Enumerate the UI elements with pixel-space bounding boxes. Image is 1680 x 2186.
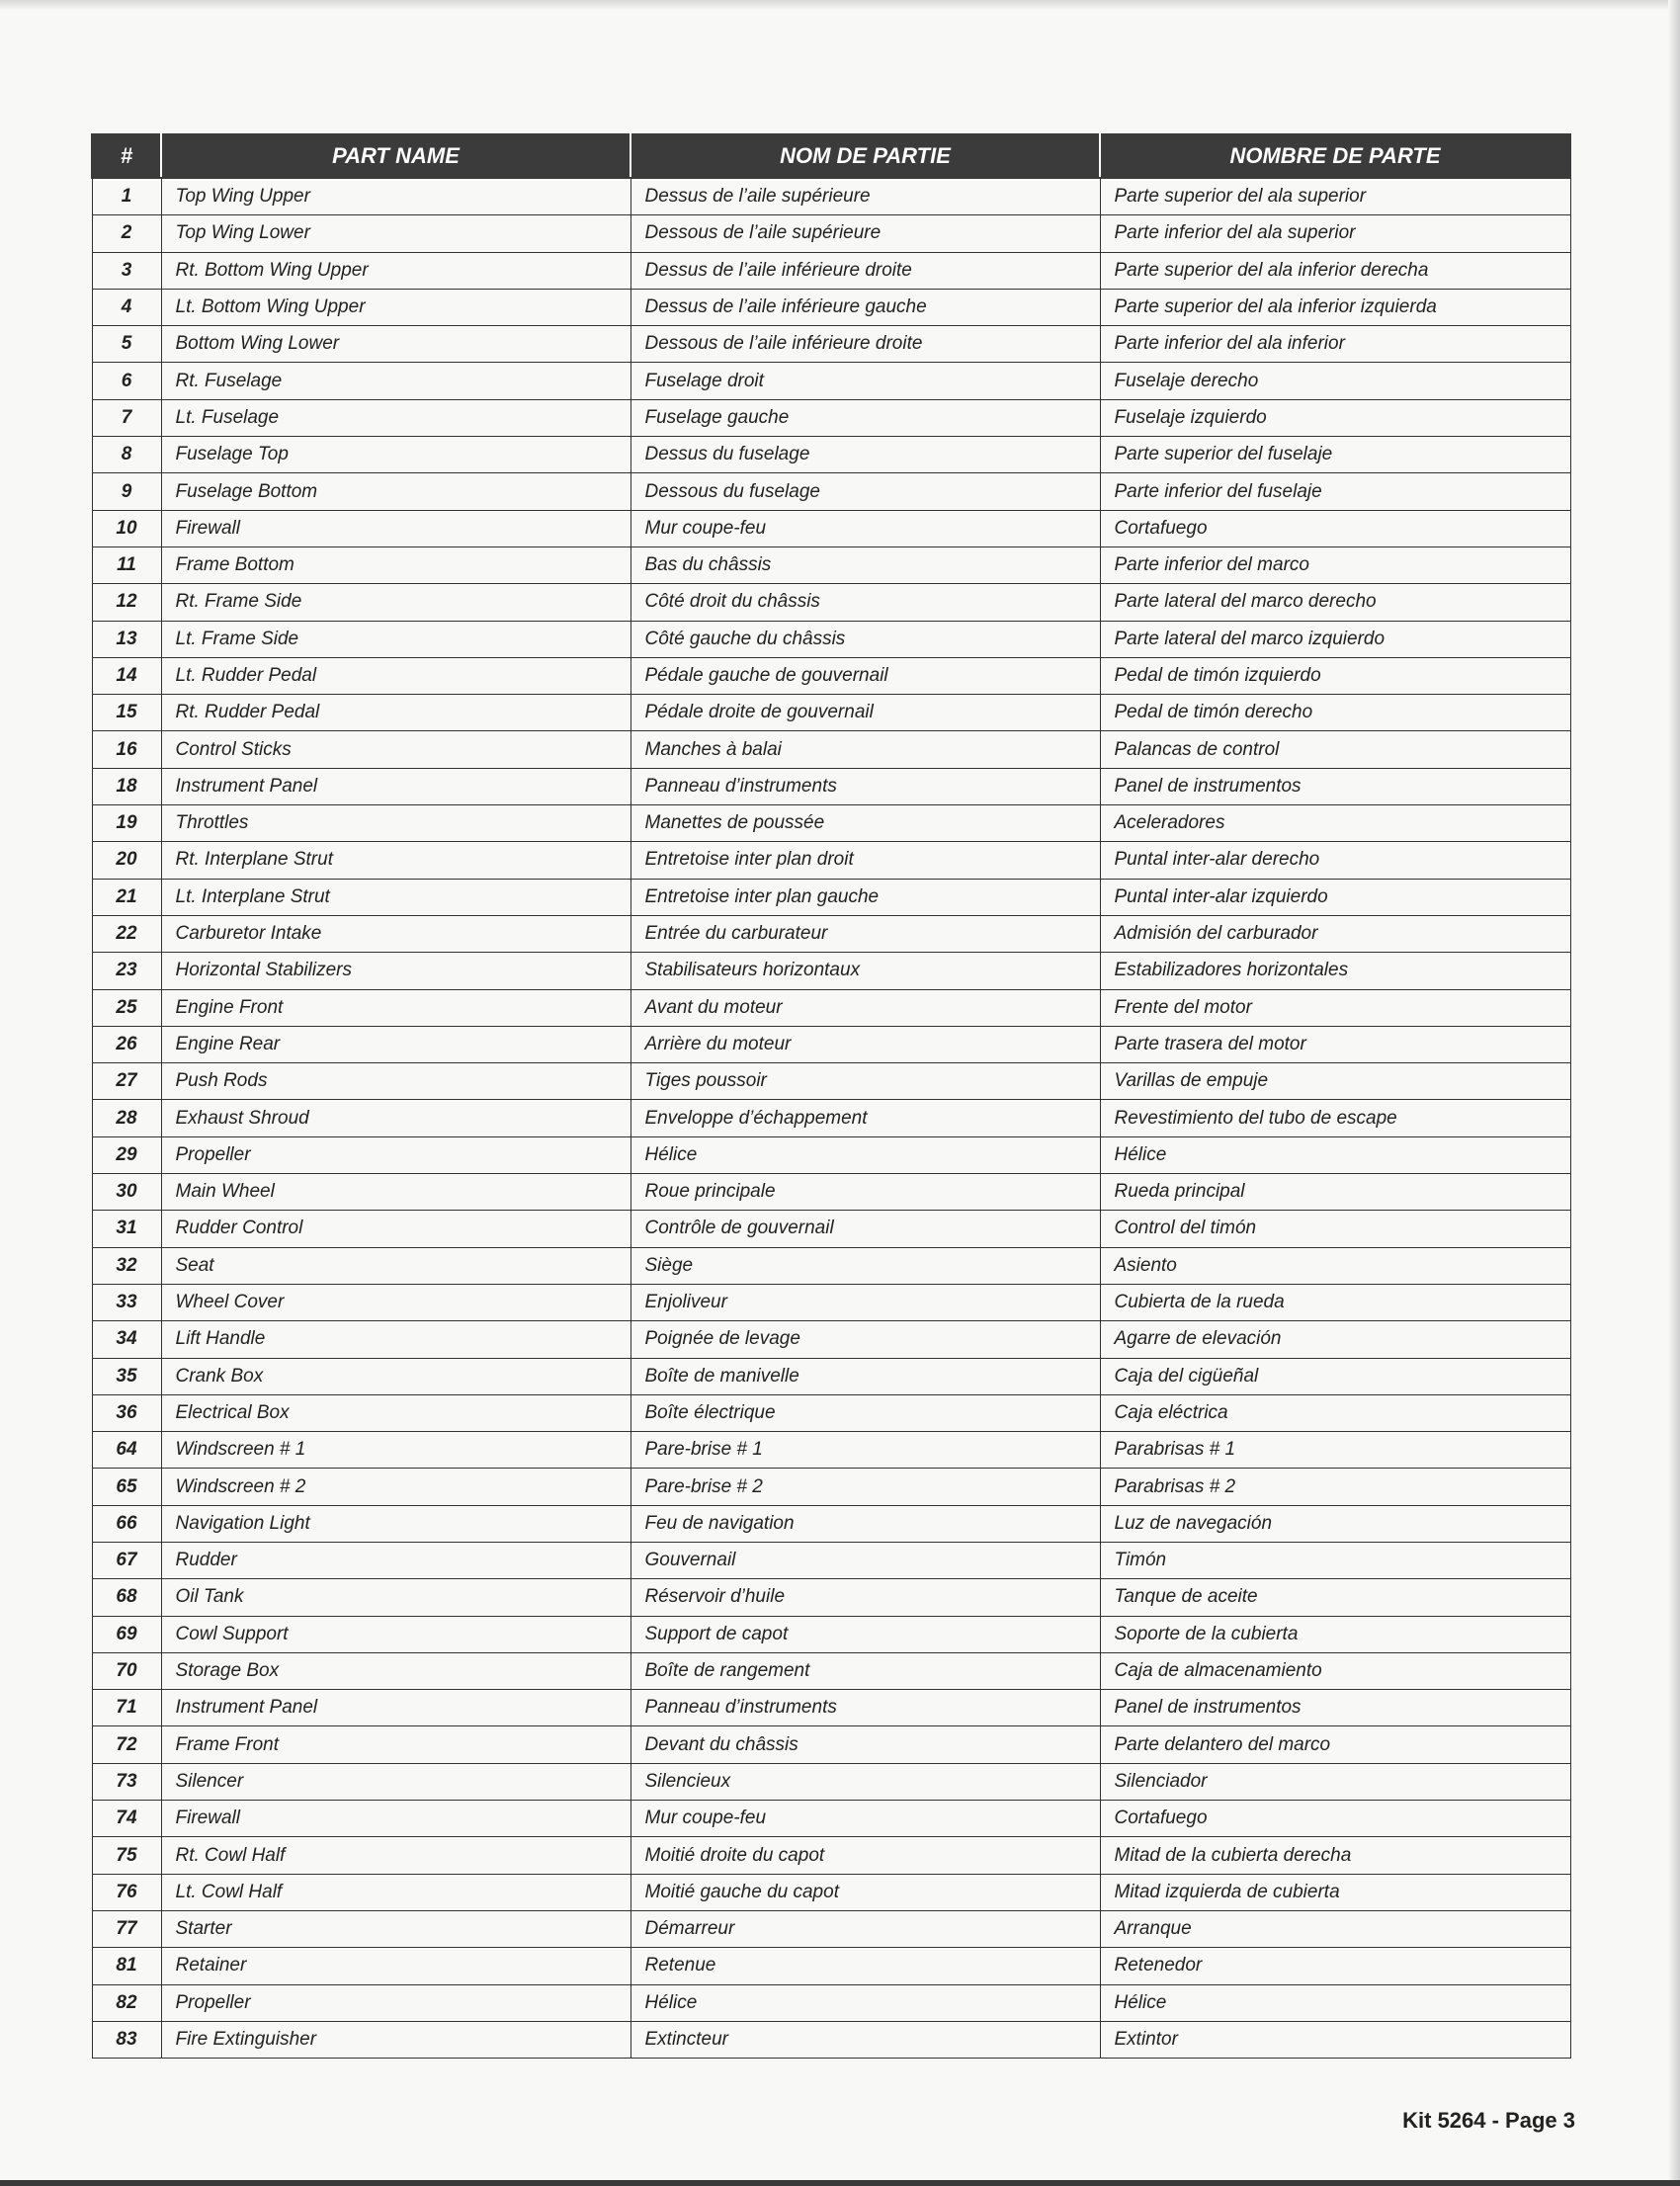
part-name-es: Parte delantero del marco bbox=[1100, 1726, 1570, 1763]
part-name-es: Retenedor bbox=[1100, 1948, 1570, 1984]
part-name-fr: Boîte électrique bbox=[630, 1394, 1100, 1431]
table-row bbox=[92, 2021, 1570, 2058]
page-right-edge bbox=[1668, 0, 1680, 2186]
table-row bbox=[92, 1801, 1570, 1837]
table-row bbox=[92, 1174, 1570, 1211]
part-number: 35 bbox=[92, 1358, 161, 1394]
part-name-fr: Démarreur bbox=[630, 1910, 1100, 1947]
part-name-fr: Dessous de l’aile inférieure droite bbox=[630, 326, 1100, 363]
part-name-fr: Silencieux bbox=[630, 1763, 1100, 1800]
table-row bbox=[92, 1984, 1570, 2021]
part-name-fr: Dessous de l’aile supérieure bbox=[630, 215, 1100, 252]
page-bottom-edge bbox=[0, 2180, 1680, 2186]
table-row bbox=[92, 1726, 1570, 1763]
part-name-en: Propeller bbox=[161, 1136, 630, 1173]
part-name-es: Mitad de la cubierta derecha bbox=[1100, 1837, 1570, 1874]
part-number: 23 bbox=[92, 953, 161, 989]
part-number: 9 bbox=[92, 473, 161, 510]
part-name-es: Parte superior del ala inferior izquierda bbox=[1100, 289, 1570, 325]
part-name-es: Silenciador bbox=[1100, 1763, 1570, 1800]
part-name-fr: Gouvernail bbox=[630, 1542, 1100, 1578]
part-name-es: Parabrisas # 1 bbox=[1100, 1432, 1570, 1469]
part-name-en: Frame Front bbox=[161, 1726, 630, 1763]
part-number: 27 bbox=[92, 1063, 161, 1100]
table-row bbox=[92, 1948, 1570, 1984]
table-row bbox=[92, 989, 1570, 1026]
part-name-es: Varillas de empuje bbox=[1100, 1063, 1570, 1100]
part-name-en: Fuselage Bottom bbox=[161, 473, 630, 510]
part-number: 73 bbox=[92, 1763, 161, 1800]
header-part-name: PART NAME bbox=[161, 134, 630, 178]
table-row bbox=[92, 842, 1570, 879]
part-name-en: Propeller bbox=[161, 1984, 630, 2021]
part-number: 1 bbox=[92, 178, 161, 215]
part-name-en: Oil Tank bbox=[161, 1579, 630, 1616]
part-name-es: Parte trasera del motor bbox=[1100, 1026, 1570, 1062]
part-number: 32 bbox=[92, 1247, 161, 1284]
table-row bbox=[92, 546, 1570, 583]
part-name-es: Parabrisas # 2 bbox=[1100, 1469, 1570, 1505]
part-name-fr: Fuselage gauche bbox=[630, 399, 1100, 436]
part-name-en: Engine Front bbox=[161, 989, 630, 1026]
table-row bbox=[92, 289, 1570, 325]
table-row bbox=[92, 510, 1570, 546]
table-row bbox=[92, 399, 1570, 436]
table-row bbox=[92, 1321, 1570, 1358]
part-name-es: Cortafuego bbox=[1100, 1801, 1570, 1837]
part-name-fr: Pédale gauche de gouvernail bbox=[630, 657, 1100, 694]
part-name-es: Hélice bbox=[1100, 1136, 1570, 1173]
part-name-fr: Mur coupe-feu bbox=[630, 510, 1100, 546]
part-number: 68 bbox=[92, 1579, 161, 1616]
part-name-es: Revestimiento del tubo de escape bbox=[1100, 1100, 1570, 1136]
part-number: 3 bbox=[92, 252, 161, 289]
part-name-en: Push Rods bbox=[161, 1063, 630, 1100]
part-name-en: Silencer bbox=[161, 1763, 630, 1800]
part-number: 16 bbox=[92, 731, 161, 768]
part-number: 20 bbox=[92, 842, 161, 879]
table-row bbox=[92, 1910, 1570, 1947]
part-name-es: Cubierta de la rueda bbox=[1100, 1284, 1570, 1320]
part-number: 7 bbox=[92, 399, 161, 436]
part-number: 30 bbox=[92, 1174, 161, 1211]
part-name-en: Throttles bbox=[161, 805, 630, 842]
part-name-es: Caja de almacenamiento bbox=[1100, 1652, 1570, 1689]
part-name-en: Carburetor Intake bbox=[161, 915, 630, 952]
part-number: 15 bbox=[92, 695, 161, 731]
part-name-en: Windscreen # 1 bbox=[161, 1432, 630, 1469]
table-row bbox=[92, 1690, 1570, 1726]
part-number: 12 bbox=[92, 584, 161, 621]
part-name-fr: Entrée du carburateur bbox=[630, 915, 1100, 952]
table-row bbox=[92, 1358, 1570, 1394]
part-name-en: Crank Box bbox=[161, 1358, 630, 1394]
part-name-fr: Manches à balai bbox=[630, 731, 1100, 768]
part-number: 74 bbox=[92, 1801, 161, 1837]
part-number: 77 bbox=[92, 1910, 161, 1947]
table-row bbox=[92, 584, 1570, 621]
part-name-es: Extintor bbox=[1100, 2021, 1570, 2058]
part-name-fr: Côté gauche du châssis bbox=[630, 621, 1100, 657]
part-name-fr: Contrôle de gouvernail bbox=[630, 1211, 1100, 1247]
part-name-en: Storage Box bbox=[161, 1652, 630, 1689]
part-name-es: Parte superior del ala inferior derecha bbox=[1100, 252, 1570, 289]
part-name-fr: Dessus de l’aile inférieure gauche bbox=[630, 289, 1100, 325]
part-name-en: Firewall bbox=[161, 1801, 630, 1837]
part-number: 76 bbox=[92, 1874, 161, 1910]
part-name-fr: Support de capot bbox=[630, 1616, 1100, 1652]
part-name-fr: Devant du châssis bbox=[630, 1726, 1100, 1763]
part-name-fr: Réservoir d’huile bbox=[630, 1579, 1100, 1616]
table-row bbox=[92, 178, 1570, 215]
part-number: 33 bbox=[92, 1284, 161, 1320]
part-name-fr: Tiges poussoir bbox=[630, 1063, 1100, 1100]
table-row bbox=[92, 621, 1570, 657]
part-name-es: Asiento bbox=[1100, 1247, 1570, 1284]
part-name-fr: Pare-brise # 1 bbox=[630, 1432, 1100, 1469]
table-row bbox=[92, 805, 1570, 842]
table-row bbox=[92, 695, 1570, 731]
part-name-en: Rt. Interplane Strut bbox=[161, 842, 630, 879]
part-name-en: Rudder bbox=[161, 1542, 630, 1578]
part-name-es: Pedal de timón derecho bbox=[1100, 695, 1570, 731]
part-name-en: Exhaust Shroud bbox=[161, 1100, 630, 1136]
part-name-en: Frame Bottom bbox=[161, 546, 630, 583]
part-name-es: Puntal inter-alar derecho bbox=[1100, 842, 1570, 879]
part-name-fr: Pédale droite de gouvernail bbox=[630, 695, 1100, 731]
part-name-fr: Feu de navigation bbox=[630, 1505, 1100, 1542]
header-number: # bbox=[92, 134, 161, 178]
part-name-es: Parte inferior del ala superior bbox=[1100, 215, 1570, 252]
part-name-fr: Retenue bbox=[630, 1948, 1100, 1984]
part-name-fr: Entretoise inter plan gauche bbox=[630, 879, 1100, 915]
part-name-en: Fuselage Top bbox=[161, 437, 630, 473]
part-name-es: Parte inferior del marco bbox=[1100, 546, 1570, 583]
table-row bbox=[92, 1211, 1570, 1247]
part-number: 28 bbox=[92, 1100, 161, 1136]
part-name-fr: Boîte de rangement bbox=[630, 1652, 1100, 1689]
table-row bbox=[92, 1837, 1570, 1874]
part-name-fr: Moitié droite du capot bbox=[630, 1837, 1100, 1874]
part-name-en: Rt. Fuselage bbox=[161, 363, 630, 399]
part-name-es: Admisión del carburador bbox=[1100, 915, 1570, 952]
header-nombre-de-parte: NOMBRE DE PARTE bbox=[1100, 134, 1570, 178]
table-row bbox=[92, 1394, 1570, 1431]
table-row bbox=[92, 953, 1570, 989]
table-row bbox=[92, 768, 1570, 804]
table-row bbox=[92, 1616, 1570, 1652]
part-name-en: Lt. Fuselage bbox=[161, 399, 630, 436]
part-name-fr: Roue principale bbox=[630, 1174, 1100, 1211]
table-row bbox=[92, 1063, 1570, 1100]
part-name-en: Instrument Panel bbox=[161, 1690, 630, 1726]
part-number: 18 bbox=[92, 768, 161, 804]
table-row bbox=[92, 1284, 1570, 1320]
table-header-row bbox=[92, 134, 1570, 178]
part-name-es: Puntal inter-alar izquierdo bbox=[1100, 879, 1570, 915]
table-row bbox=[92, 657, 1570, 694]
table-row bbox=[92, 1469, 1570, 1505]
part-name-fr: Hélice bbox=[630, 1984, 1100, 2021]
part-name-en: Rudder Control bbox=[161, 1211, 630, 1247]
part-name-fr: Arrière du moteur bbox=[630, 1026, 1100, 1062]
part-name-fr: Panneau d’instruments bbox=[630, 768, 1100, 804]
part-number: 11 bbox=[92, 546, 161, 583]
part-number: 82 bbox=[92, 1984, 161, 2021]
part-number: 8 bbox=[92, 437, 161, 473]
part-name-es: Luz de navegación bbox=[1100, 1505, 1570, 1542]
part-number: 69 bbox=[92, 1616, 161, 1652]
part-name-fr: Dessus de l’aile inférieure droite bbox=[630, 252, 1100, 289]
part-name-es: Fuselaje derecho bbox=[1100, 363, 1570, 399]
part-name-fr: Boîte de manivelle bbox=[630, 1358, 1100, 1394]
part-name-es: Fuselaje izquierdo bbox=[1100, 399, 1570, 436]
page-footer: Kit 5264 - Page 3 bbox=[1402, 2108, 1575, 2133]
part-name-en: Starter bbox=[161, 1910, 630, 1947]
part-name-en: Instrument Panel bbox=[161, 768, 630, 804]
part-name-es: Hélice bbox=[1100, 1984, 1570, 2021]
part-name-fr: Manettes de poussée bbox=[630, 805, 1100, 842]
page-top-edge bbox=[0, 0, 1680, 10]
part-name-en: Rt. Bottom Wing Upper bbox=[161, 252, 630, 289]
part-number: 70 bbox=[92, 1652, 161, 1689]
table-row bbox=[92, 1763, 1570, 1800]
part-name-es: Parte inferior del fuselaje bbox=[1100, 473, 1570, 510]
part-name-fr: Entretoise inter plan droit bbox=[630, 842, 1100, 879]
table-row bbox=[92, 1505, 1570, 1542]
part-name-en: Cowl Support bbox=[161, 1616, 630, 1652]
part-name-en: Lt. Bottom Wing Upper bbox=[161, 289, 630, 325]
part-name-es: Caja del cigüeñal bbox=[1100, 1358, 1570, 1394]
part-name-es: Frente del motor bbox=[1100, 989, 1570, 1026]
part-name-fr: Stabilisateurs horizontaux bbox=[630, 953, 1100, 989]
table-row bbox=[92, 437, 1570, 473]
part-number: 26 bbox=[92, 1026, 161, 1062]
part-name-en: Bottom Wing Lower bbox=[161, 326, 630, 363]
part-number: 31 bbox=[92, 1211, 161, 1247]
part-name-es: Mitad izquierda de cubierta bbox=[1100, 1874, 1570, 1910]
part-name-es: Parte lateral del marco izquierdo bbox=[1100, 621, 1570, 657]
part-name-en: Retainer bbox=[161, 1948, 630, 1984]
part-name-fr: Côté droit du châssis bbox=[630, 584, 1100, 621]
table-row bbox=[92, 731, 1570, 768]
part-name-es: Palancas de control bbox=[1100, 731, 1570, 768]
part-number: 2 bbox=[92, 215, 161, 252]
part-name-en: Main Wheel bbox=[161, 1174, 630, 1211]
part-name-es: Tanque de aceite bbox=[1100, 1579, 1570, 1616]
part-number: 10 bbox=[92, 510, 161, 546]
table-body bbox=[92, 178, 1570, 2059]
part-number: 19 bbox=[92, 805, 161, 842]
part-name-en: Windscreen # 2 bbox=[161, 1469, 630, 1505]
part-name-en: Firewall bbox=[161, 510, 630, 546]
part-name-en: Navigation Light bbox=[161, 1505, 630, 1542]
part-name-fr: Enveloppe d’échappement bbox=[630, 1100, 1100, 1136]
part-name-fr: Dessus de l’aile supérieure bbox=[630, 178, 1100, 215]
table-row bbox=[92, 473, 1570, 510]
part-number: 29 bbox=[92, 1136, 161, 1173]
part-name-es: Soporte de la cubierta bbox=[1100, 1616, 1570, 1652]
part-name-en: Horizontal Stabilizers bbox=[161, 953, 630, 989]
part-name-es: Pedal de timón izquierdo bbox=[1100, 657, 1570, 694]
part-number: 13 bbox=[92, 621, 161, 657]
table-row bbox=[92, 215, 1570, 252]
part-name-es: Parte superior del fuselaje bbox=[1100, 437, 1570, 473]
part-number: 71 bbox=[92, 1690, 161, 1726]
part-name-fr: Hélice bbox=[630, 1136, 1100, 1173]
part-number: 64 bbox=[92, 1432, 161, 1469]
part-name-fr: Mur coupe-feu bbox=[630, 1801, 1100, 1837]
part-name-es: Panel de instrumentos bbox=[1100, 1690, 1570, 1726]
table-row bbox=[92, 252, 1570, 289]
part-number: 36 bbox=[92, 1394, 161, 1431]
part-number: 83 bbox=[92, 2021, 161, 2058]
part-number: 81 bbox=[92, 1948, 161, 1984]
part-name-es: Rueda principal bbox=[1100, 1174, 1570, 1211]
part-name-fr: Siège bbox=[630, 1247, 1100, 1284]
table-row bbox=[92, 326, 1570, 363]
part-name-fr: Poignée de levage bbox=[630, 1321, 1100, 1358]
part-number: 65 bbox=[92, 1469, 161, 1505]
part-name-es: Panel de instrumentos bbox=[1100, 768, 1570, 804]
part-name-fr: Fuselage droit bbox=[630, 363, 1100, 399]
part-name-en: Lt. Interplane Strut bbox=[161, 879, 630, 915]
part-name-en: Rt. Frame Side bbox=[161, 584, 630, 621]
part-number: 14 bbox=[92, 657, 161, 694]
part-name-fr: Pare-brise # 2 bbox=[630, 1469, 1100, 1505]
part-name-en: Top Wing Lower bbox=[161, 215, 630, 252]
part-name-es: Aceleradores bbox=[1100, 805, 1570, 842]
part-number: 67 bbox=[92, 1542, 161, 1578]
part-name-es: Cortafuego bbox=[1100, 510, 1570, 546]
part-name-en: Lt. Frame Side bbox=[161, 621, 630, 657]
part-name-en: Fire Extinguisher bbox=[161, 2021, 630, 2058]
table-row bbox=[92, 1100, 1570, 1136]
table-row bbox=[92, 1652, 1570, 1689]
part-name-en: Rt. Rudder Pedal bbox=[161, 695, 630, 731]
part-name-en: Lift Handle bbox=[161, 1321, 630, 1358]
part-name-en: Top Wing Upper bbox=[161, 178, 630, 215]
part-number: 34 bbox=[92, 1321, 161, 1358]
part-name-en: Lt. Rudder Pedal bbox=[161, 657, 630, 694]
part-name-fr: Enjoliveur bbox=[630, 1284, 1100, 1320]
table-row bbox=[92, 1542, 1570, 1578]
part-name-es: Estabilizadores horizontales bbox=[1100, 953, 1570, 989]
part-name-es: Control del timón bbox=[1100, 1211, 1570, 1247]
part-name-es: Parte inferior del ala inferior bbox=[1100, 326, 1570, 363]
part-name-es: Arranque bbox=[1100, 1910, 1570, 1947]
part-name-en: Lt. Cowl Half bbox=[161, 1874, 630, 1910]
part-name-fr: Dessous du fuselage bbox=[630, 473, 1100, 510]
part-number: 4 bbox=[92, 289, 161, 325]
part-name-es: Timón bbox=[1100, 1542, 1570, 1578]
part-name-es: Parte lateral del marco derecho bbox=[1100, 584, 1570, 621]
table-row bbox=[92, 1432, 1570, 1469]
parts-table bbox=[91, 133, 1571, 2059]
part-number: 6 bbox=[92, 363, 161, 399]
part-number: 75 bbox=[92, 1837, 161, 1874]
table-row bbox=[92, 879, 1570, 915]
part-name-en: Wheel Cover bbox=[161, 1284, 630, 1320]
table-row bbox=[92, 1136, 1570, 1173]
part-name-fr: Extincteur bbox=[630, 2021, 1100, 2058]
part-name-en: Control Sticks bbox=[161, 731, 630, 768]
part-number: 21 bbox=[92, 879, 161, 915]
part-number: 25 bbox=[92, 989, 161, 1026]
table-row bbox=[92, 1874, 1570, 1910]
part-number: 72 bbox=[92, 1726, 161, 1763]
part-name-es: Agarre de elevación bbox=[1100, 1321, 1570, 1358]
table-row bbox=[92, 363, 1570, 399]
part-name-en: Electrical Box bbox=[161, 1394, 630, 1431]
part-name-fr: Bas du châssis bbox=[630, 546, 1100, 583]
header-nom-de-partie: NOM DE PARTIE bbox=[630, 134, 1100, 178]
part-name-fr: Dessus du fuselage bbox=[630, 437, 1100, 473]
part-name-fr: Panneau d’instruments bbox=[630, 1690, 1100, 1726]
part-name-fr: Avant du moteur bbox=[630, 989, 1100, 1026]
table-row bbox=[92, 1247, 1570, 1284]
part-name-fr: Moitié gauche du capot bbox=[630, 1874, 1100, 1910]
part-number: 66 bbox=[92, 1505, 161, 1542]
part-number: 22 bbox=[92, 915, 161, 952]
table-row bbox=[92, 1026, 1570, 1062]
part-name-en: Seat bbox=[161, 1247, 630, 1284]
part-name-en: Engine Rear bbox=[161, 1026, 630, 1062]
table-row bbox=[92, 915, 1570, 952]
part-name-en: Rt. Cowl Half bbox=[161, 1837, 630, 1874]
part-number: 5 bbox=[92, 326, 161, 363]
part-name-es: Caja eléctrica bbox=[1100, 1394, 1570, 1431]
table-row bbox=[92, 1579, 1570, 1616]
part-name-es: Parte superior del ala superior bbox=[1100, 178, 1570, 215]
